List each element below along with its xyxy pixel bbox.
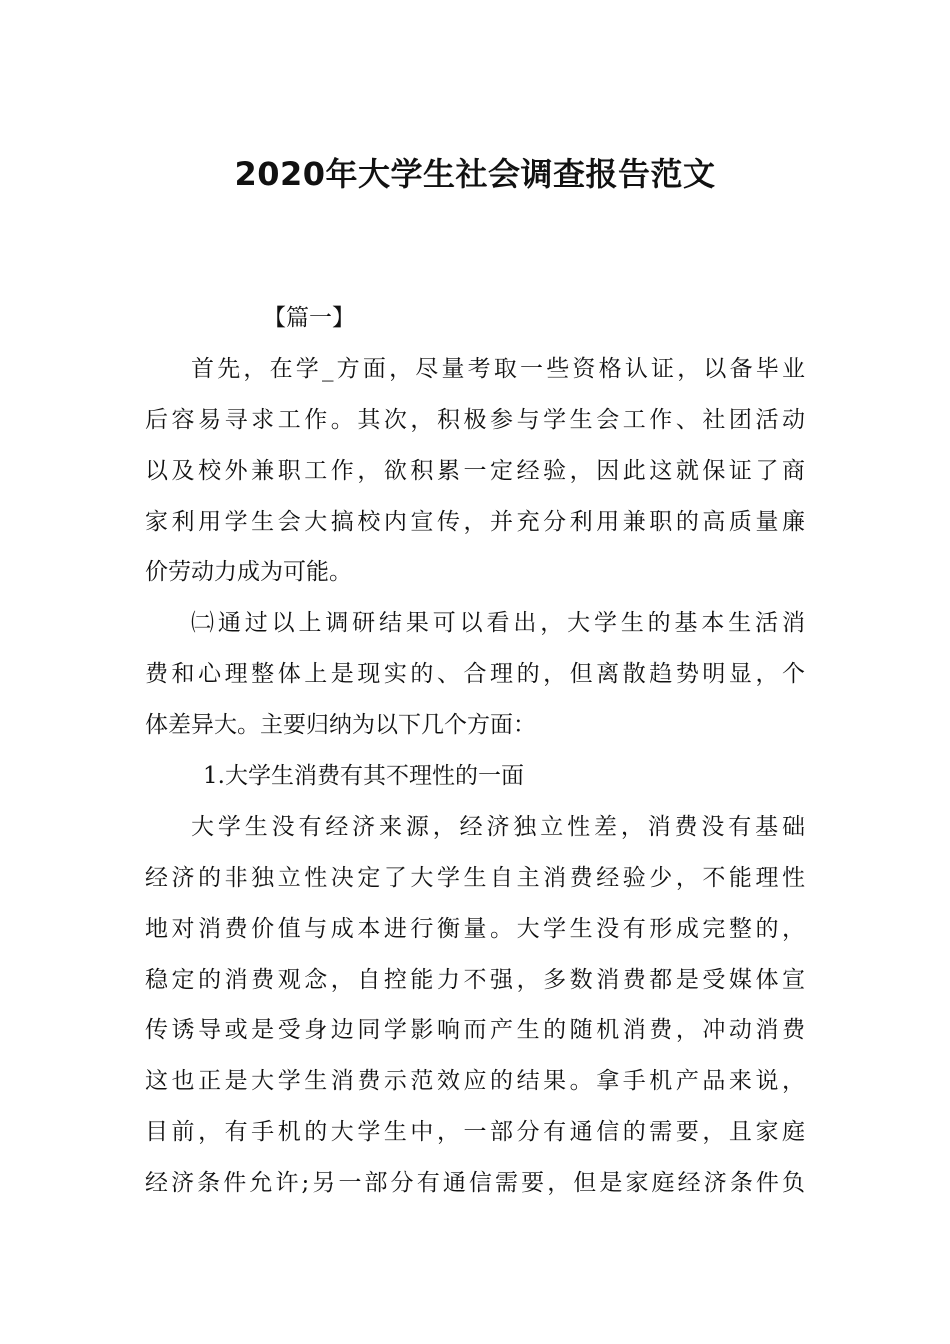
paragraph-line: 大学生没有经济来源，经济独立性差，消费没有基础 [191,813,805,840]
paragraph-line: 经济条件允许;另一部分有通信需要，但是家庭经济条件负 [145,1170,805,1197]
paragraph-line: 经济的非独立性决定了大学生自主消费经验少，不能理性 [145,864,805,891]
document-title: 2020年大学生社会调查报告范文 [234,155,716,193]
paragraph-line: 费和心理整体上是现实的、合理的，但离散趋势明显，个 [145,661,805,688]
paragraph-line: 目前，有手机的大学生中，一部分有通信的需要，且家庭 [145,1119,805,1146]
paragraph-line: 价劳动力成为可能。 [145,559,352,586]
section-label: 【篇一】 [263,305,355,331]
document-body [145,293,805,1209]
paragraph-line: 首先，在学_方面，尽量考取一些资格认证，以备毕业 [191,355,805,382]
paragraph-line: 这也正是大学生消费示范效应的结果。拿手机产品来说， [145,1068,805,1095]
paragraph-line: 体差异大。主要归纳为以下几个方面： [145,712,536,739]
paragraph-line: 家利用学生会大搞校内宣传，并充分利用兼职的高质量廉 [145,508,805,535]
paragraph-line: ㈡通过以上调研结果可以看出，大学生的基本生活消 [191,610,805,637]
paragraph-line: 稳定的消费观念，自控能力不强，多数消费都是受媒体宣 [145,966,805,993]
subheading-line: 1.大学生消费有其不理性的一面 [203,763,524,790]
paragraph-line: 地对消费价值与成本进行衡量。大学生没有形成完整的， [145,915,805,942]
paragraph-line: 以及校外兼职工作，欲积累一定经验，因此这就保证了商 [145,457,805,484]
paragraph-line: 后容易寻求工作。其次，积极参与学生会工作、社团活动 [145,406,805,433]
paragraph-line: 传诱导或是受身边同学影响而产生的随机消费，冲动消费 [145,1017,805,1044]
